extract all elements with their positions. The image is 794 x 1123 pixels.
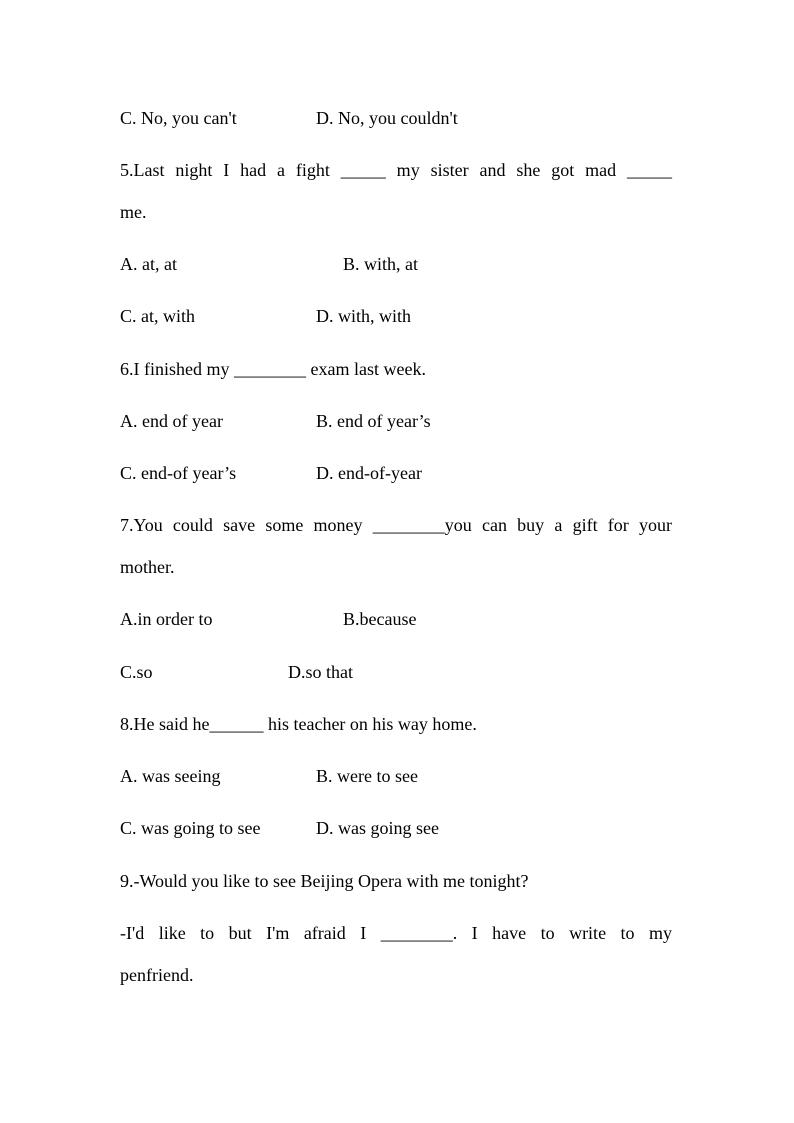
q5-option-c: C. at, with [120,306,195,326]
q8-option-d: D. was going see [316,818,439,838]
q7-option-b: B.because [343,609,417,629]
q8-option-c: C. was going to see [120,818,261,838]
q7-stem-line1: 7.You could save some money ________you can buy a gift for your [120,515,672,535]
q7-option-d: D.so that [288,662,353,682]
q6-option-b: B. end of year’s [316,411,431,431]
q9-stem-line3: penfriend. [120,965,194,985]
q6-option-d: D. end-of-year [316,463,422,483]
q5-option-d: D. with, with [316,306,412,326]
q5-option-b: B. with, at [343,254,418,274]
q8-option-b: B. were to see [316,766,418,786]
q5-option-a: A. at, at [120,254,177,274]
q9-stem-line2: -I'd like to but I'm afraid I ________. I have to write to my [120,923,672,943]
q6-stem: 6.I finished my ________ exam last week. [120,359,426,379]
q5-stem-line1: 5.Last night I had a fight _____ my sister and she got mad _____ [120,160,672,180]
q7-option-c: C.so [120,662,153,682]
q9-stem-line1: 9.-Would you like to see Beijing Opera with me tonight? [120,871,529,891]
q6-option-a: A. end of year [120,411,223,431]
q8-stem: 8.He said he______ his teacher on his way home. [120,714,477,734]
q7-option-a: A.in order to [120,609,213,629]
q4-option-c: C. No, you can't [120,108,237,128]
q5-stem-line2: me. [120,202,147,222]
q7-stem-line2: mother. [120,557,175,577]
q4-option-d: D. No, you couldn't [316,108,458,128]
q8-option-a: A. was seeing [120,766,221,786]
q6-option-c: C. end-of year’s [120,463,237,483]
